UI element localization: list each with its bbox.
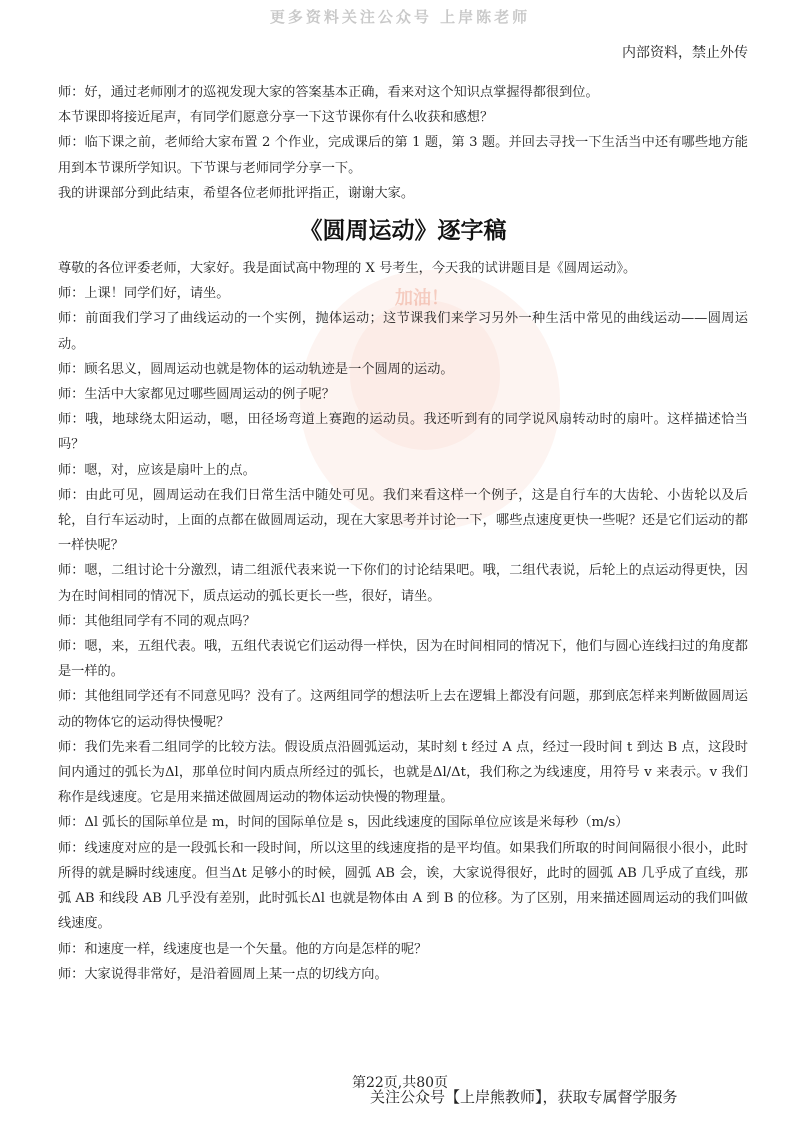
intro-paragraph: 本节课即将接近尾声，有同学们愿意分享一下这节课你有什么收获和感想？ xyxy=(58,110,494,126)
intro-paragraph: 我的讲课部分到此结束，希望各位老师批评指正，谢谢大家。 xyxy=(58,185,415,201)
document-body xyxy=(58,80,748,987)
paragraph: 师：Δl 弧长的国际单位是 m，时间的国际单位是 s，因此线速度的国际单位应该是米每秒（m/s） xyxy=(58,815,629,831)
confidential-notice: 内部资料，禁止外传 xyxy=(622,45,748,61)
footer-promo: 关注公众号【上岸熊教师】，获取专属督学服务 xyxy=(370,1088,678,1106)
document-title: 《圆周运动》逐字稿 xyxy=(299,217,507,245)
header-watermark: 更多资料关注公众号 上岸陈老师 xyxy=(269,8,531,26)
paragraph: 师：由此可见，圆周运动在我们日常生活中随处可见。我们来看这样一个例子，这是自行车的大齿轮、小齿轮以及后轮，自行车运动时，上面的点都在做圆周运动，现在大家思考并讨论一下，哪些点速度更快一些呢？还是它们运动的都一样快呢？ xyxy=(58,487,748,554)
paragraph: 师：前面我们学习了曲线运动的一个实例，抛体运动；这节课我们来学习另外一种生活中常见的曲线运动——圆周运动。 xyxy=(58,311,748,352)
paragraph: 师：哦，地球绕太阳运动，嗯，田径场弯道上赛跑的运动员。我还听到有的同学说风扇转动时的扇叶。这样描述恰当吗？ xyxy=(58,412,748,453)
watermark-stamp-text: 加油！ xyxy=(395,288,449,309)
intro-paragraph: 师：好，通过老师刚才的巡视发现大家的答案基本正确，看来对这个知识点掌握得都很到位。 xyxy=(58,85,599,100)
paragraph: 师：和速度一样，线速度也是一个矢量。他的方向是怎样的呢？ xyxy=(58,941,428,957)
paragraph: 师：大家说得非常好，是沿着圆周上某一点的切线方向。 xyxy=(58,966,388,982)
paragraph: 师：我们先来看二组同学的比较方法。假设质点沿圆弧运动，某时刻 t 经过 A 点，经过一段时间 t 到达 B 点，这段时间内通过的弧长为Δl，那单位时间内质点所经过的弧长，也就是Δl/Δt，我们称之为线速度，用符号 v 来表示。v 我们称作是线速度。它是用来描述做圆周运动的物体运动快慢的物理量。 xyxy=(58,739,748,806)
paragraph: 师：其他组同学有不同的观点吗？ xyxy=(58,613,256,629)
paragraph: 师：上课！同学们好，请坐。 xyxy=(58,286,230,302)
paragraph: 师：嗯，二组讨论十分激烈，请二组派代表来说一下你们的讨论结果吧。哦，二组代表说，后轮上的点运动得更快，因为在时间相同的情况下，质点运动的弧长更长一些，很好，请坐。 xyxy=(58,563,748,604)
paragraph: 师：线速度对应的是一段弧长和一段时间，所以这里的线速度指的是平均值。如果我们所取的时间间隔很小很小，此时所得的就是瞬时线速度。但当Δt 足够小的时候，圆弧 AB 会，诶，大家说得很好，此时的圆弧 AB 几乎成了直线，那弧 AB 和线段 AB 几乎没有差别，此时弧长Δl 也就是物体由 A 到 B 的位移。为了区别，用来描述圆周运动的我们叫做线速度。 xyxy=(58,840,748,932)
paragraph: 师：其他组同学还有不同意见吗？没有了。这两组同学的想法听上去在逻辑上都没有问题，那到底怎样来判断做圆周运动的物体它的运动得快慢呢？ xyxy=(58,689,748,730)
paragraph: 师：顾名思义，圆周运动也就是物体的运动轨迹是一个圆周的运动。 xyxy=(58,361,454,377)
page-number: 第22页,共80页 xyxy=(351,1075,449,1091)
paragraph: 师：生活中大家都见过哪些圆周运动的例子呢？ xyxy=(58,387,335,403)
intro-paragraph: 师：临下课之前，老师给大家布置 2 个作业，完成课后的第 1 题，第 3 题。并回去寻找一下生活当中还有哪些地方能用到本节课所学知识。下节课与老师同学分享一下。 xyxy=(58,135,748,176)
paragraph: 尊敬的各位评委老师，大家好。我是面试高中物理的 X 号考生，今天我的试讲题目是《圆周运动》。 xyxy=(58,261,637,277)
paragraph: 师：嗯，来，五组代表。哦，五组代表说它们运动得一样快，因为在时间相同的情况下，他们与圆心连线扫过的角度都是一样的。 xyxy=(58,639,748,680)
paragraph: 师：嗯，对，应该是扇叶上的点。 xyxy=(58,462,256,478)
